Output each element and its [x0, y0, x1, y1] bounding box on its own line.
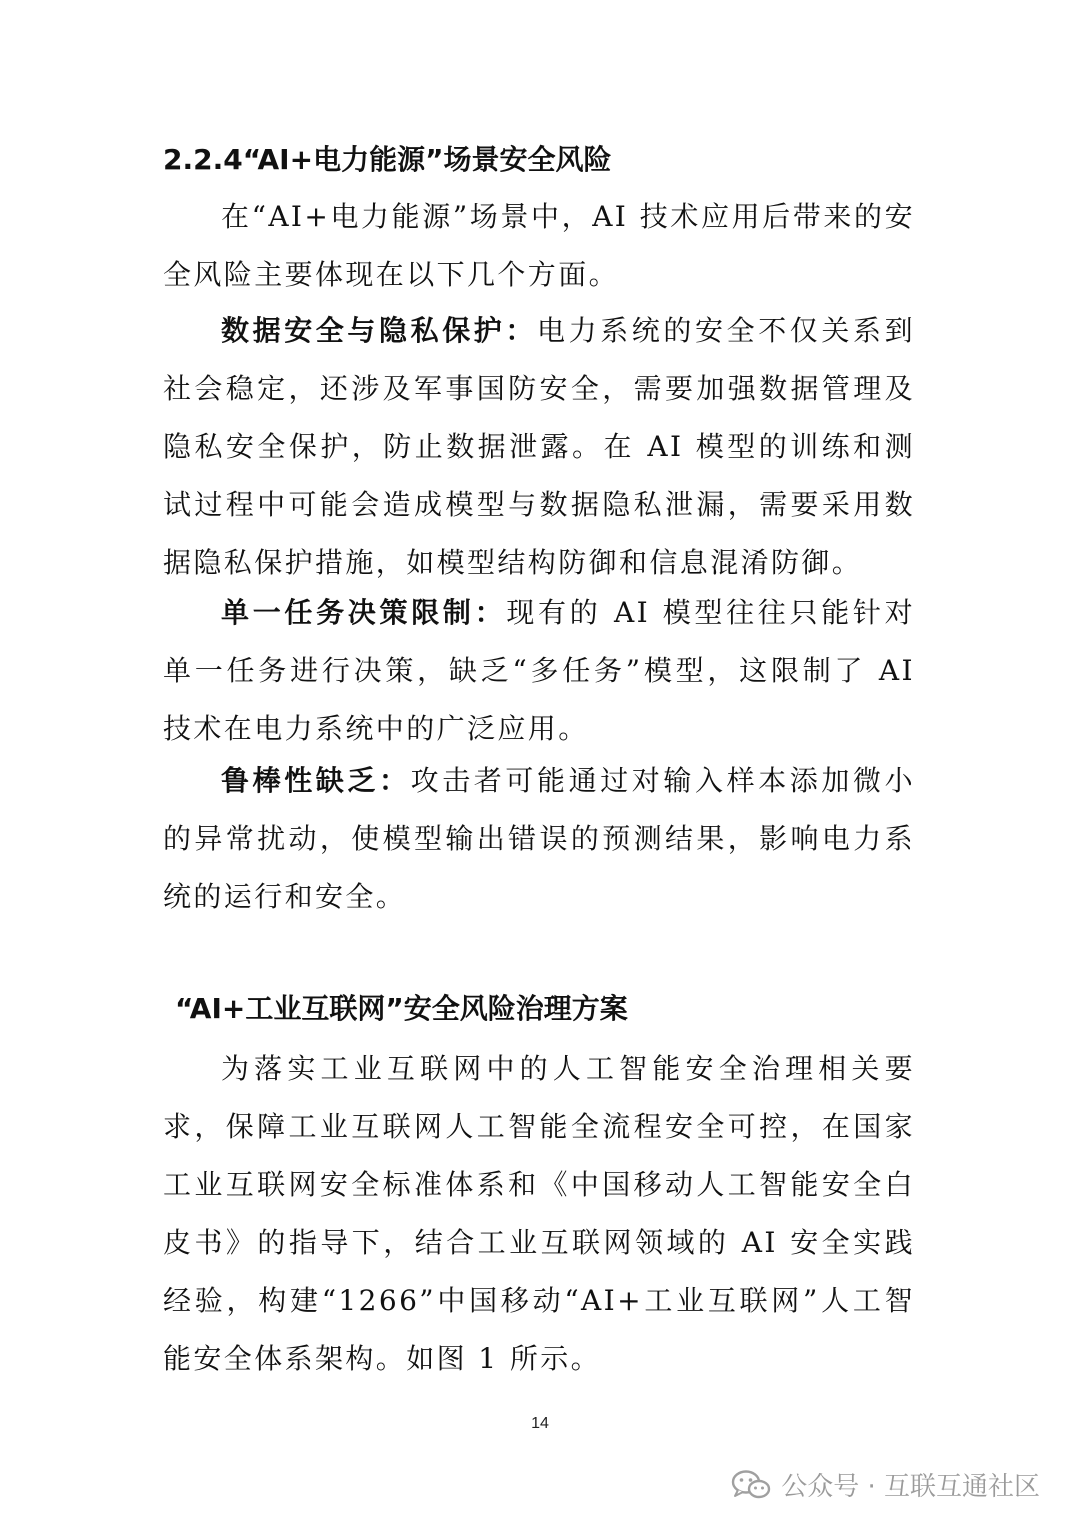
risk-lead: 数据安全与隐私保护：	[221, 314, 537, 347]
governance-text: 为落实工业互联网中的人工智能安全治理相关要求，保障工业互联网人工智能全流程安全可控，在国家工业互联网安全标准体系和《中国移动人工智能安全白皮书》的指导下，结合工业互联网领域的 AI 安全实践经验，构建“1266”中国移动“AI+工业互联网”人工智能安全体系架构。如图 1 所示。	[163, 1052, 915, 1375]
governance-paragraph	[163, 1040, 915, 1388]
subsection-heading: “AI+工业互联网”安全风险治理方案	[175, 992, 628, 1025]
risk-paragraph-robustness	[163, 752, 915, 926]
risk-lead: 单一任务决策限制：	[221, 596, 507, 629]
risk-text: 电力系统的安全不仅关系到社会稳定，还涉及军事国防安全，需要加强数据管理及隐私安全保护，防止数据泄露。在 AI 模型的训练和测试过程中可能会造成模型与数据隐私泄漏，需要采用数据隐私保护措施，如模型结构防御和信息混淆防御。	[163, 314, 915, 579]
watermark-text: 公众号 · 互联互通社区	[781, 1472, 1040, 1502]
intro-text: 在“AI+电力能源”场景中，AI 技术应用后带来的安全风险主要体现在以下几个方面。	[163, 200, 915, 291]
wechat-icon	[731, 1469, 771, 1501]
risk-paragraph-single-task	[163, 584, 915, 758]
risk-paragraph-data-privacy	[163, 302, 915, 592]
intro-paragraph	[163, 188, 915, 304]
risk-text: 现有的 AI 模型往往只能针对单一任务进行决策，缺乏“多任务”模型，这限制了 AI 技术在电力系统中的广泛应用。	[163, 596, 915, 745]
risk-text: 攻击者可能通过对输入样本添加微小的异常扰动，使模型输出错误的预测结果，影响电力系统的运行和安全。	[163, 764, 916, 913]
section-heading: 2.2.4“AI+电力能源”场景安全风险	[163, 143, 612, 176]
watermark	[731, 1466, 1040, 1503]
page-number: 14	[531, 1415, 549, 1432]
risk-lead: 鲁棒性缺乏：	[221, 764, 411, 797]
